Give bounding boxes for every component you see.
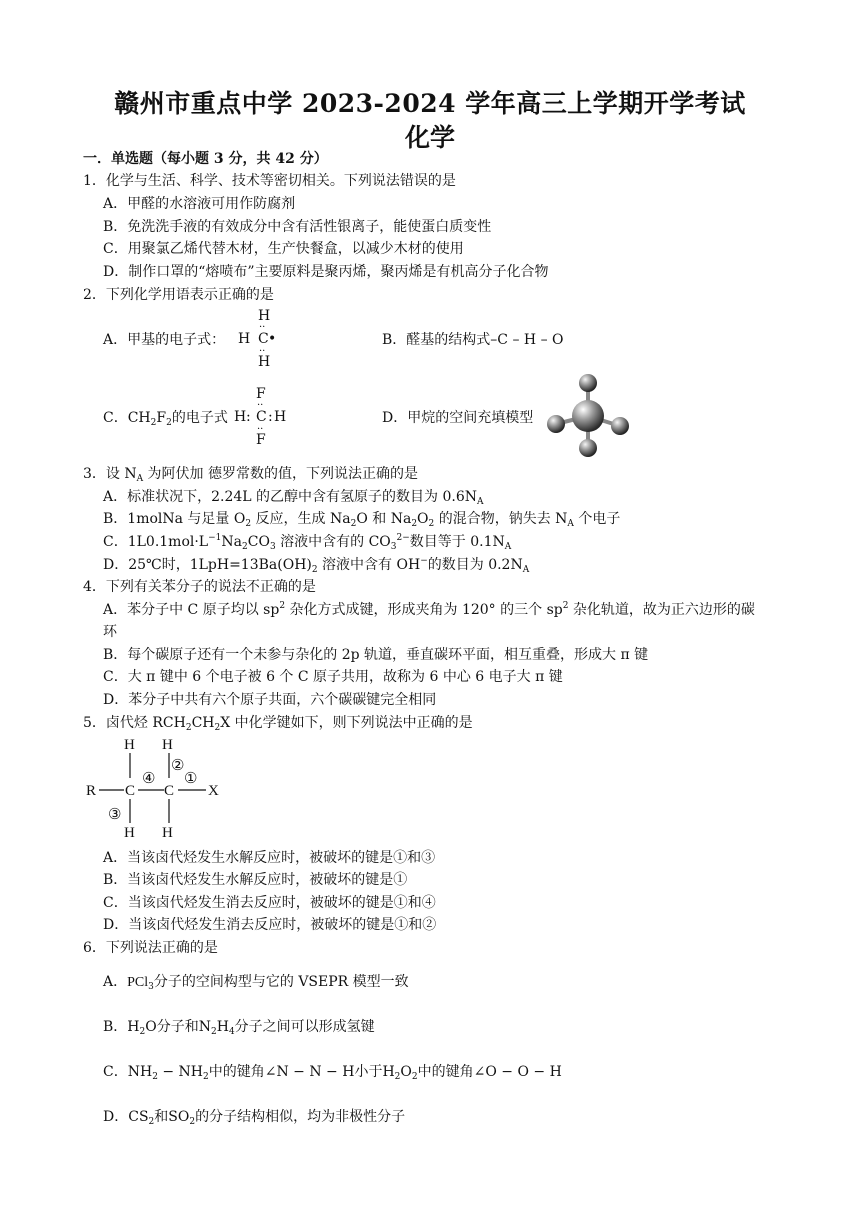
unpaired-electron: • (268, 331, 277, 347)
q5-option-b: B．当该卤代烃发生水解反应时，被破坏的键是① (103, 872, 408, 888)
subscript: 2 (350, 519, 357, 529)
atom-h-left: H (238, 331, 251, 347)
superscript: − (420, 556, 428, 566)
q3-option-d (103, 556, 529, 574)
atom-f-top: F (256, 386, 266, 402)
formula-so2: SO (168, 1109, 190, 1125)
q4-option-a-line1 (103, 601, 755, 619)
q6-d-text: 和 (154, 1109, 169, 1125)
electron-pair-top: ·· (257, 400, 264, 411)
q5-stem-text: CH (191, 715, 215, 731)
q3-b-text: B．1molNa 与足量 O (103, 511, 246, 527)
q4-a-text: 杂化方式成键，形成夹角为 120° 的三个 sp (285, 602, 563, 618)
subscript: 2 (411, 519, 418, 529)
q6-stem: 6．下列说法正确的是 (83, 940, 218, 956)
q4-option-d: D．苯分子中共有六个原子共面，六个碳碳键完全相同 (103, 692, 437, 708)
q3-c-text: 溶液中含有的 CO (275, 534, 391, 550)
atom-r: R (86, 783, 97, 799)
q6-b-text: 分子和 (156, 1019, 199, 1035)
superscript: 2− (396, 533, 410, 543)
q5-stem (83, 714, 473, 732)
atom-h: H (162, 825, 173, 841)
q5-option-d: D．当该卤代烃发生消去反应时，被破坏的键是①和② (103, 917, 437, 933)
q2-option-c-text: 的电子式 (171, 410, 228, 426)
electron-pair-right: : (268, 409, 273, 425)
subscript: 2 (139, 1027, 146, 1037)
formula-pcl3: PCl (127, 975, 149, 990)
q4-option-a-line2: 环 (103, 624, 117, 640)
ch2f2-electron-formula (232, 386, 292, 448)
atom-h-right: H (274, 409, 287, 425)
q6-option-d (103, 1108, 405, 1126)
q3-d-text: 的数目为 0.2N (427, 557, 523, 573)
option-letter: C． (103, 1064, 128, 1080)
subscript: 3 (148, 982, 154, 992)
superscript: 2 (279, 601, 286, 611)
option-letter: B． (103, 1019, 128, 1035)
atom-h-left: H (234, 409, 247, 425)
q3-c-text: C．1L0.1mol·L (103, 534, 209, 550)
q5-option-a: A．当该卤代烃发生水解反应时，被破坏的键是①和③ (103, 850, 436, 866)
q2-option-d-label: D．甲烷的空间充填模型 (382, 410, 534, 426)
atom-c: C (258, 331, 269, 347)
subscript: 2 (394, 1072, 401, 1082)
subscript: 2 (148, 1117, 155, 1127)
q3-c-text: Na (221, 534, 242, 550)
carbon-atom (572, 400, 604, 432)
q3-c-text: 数目等于 0.1N (409, 534, 505, 550)
formula-n2h4: N (198, 1019, 211, 1035)
electron-pair-top: ·· (259, 322, 266, 333)
q2-stem: 2．下列化学用语表示正确的是 (83, 287, 274, 303)
atom-h: H (124, 737, 135, 753)
atom-h: H (124, 825, 135, 841)
haloalkane-bond-diagram (80, 733, 240, 845)
superscript: −1 (208, 533, 222, 543)
electron-pair-bottom: ·· (259, 346, 266, 357)
q2-option-c-label: C．$CH_2F_2$的电子式 (103, 410, 228, 428)
q1-option-c: C．用聚氯乙烯代替木材，生产快餐盒，以减少木材的使用 (103, 241, 464, 257)
subscript: A (136, 474, 144, 484)
q5-stem-text: X 中化学键如下，则下列说法中正确的是 (220, 715, 473, 731)
atom-x: X (208, 783, 219, 799)
atom-c: C (256, 409, 267, 425)
q3-a-text: A．标准状况下，2.24L 的乙醇中含有氢原子的数目为 0.6N (103, 489, 477, 505)
subscript: 2 (214, 723, 221, 733)
subscript: 2 (411, 1072, 418, 1082)
q6-option-a (103, 973, 409, 992)
hydrogen-atom-top (579, 374, 597, 392)
superscript: 2 (562, 601, 569, 611)
subscript: 2 (311, 565, 318, 575)
subscript: 2 (189, 1117, 196, 1127)
q5-stem-text: 5．卤代烃 RCH (83, 715, 186, 731)
q4-option-c: C．大 π 键中 6 个电子被 6 个 C 原子共用，故称为 6 中心 6 电子大 π 键 (103, 669, 563, 685)
hydrogen-atom-left (547, 415, 565, 433)
q3-stem-post: 为阿伏加 德罗常数的值，下列说法正确的是 (143, 466, 419, 482)
bond-angle-ooh: ∠O − O − H (473, 1064, 562, 1080)
q6-option-c (103, 1063, 562, 1081)
atom-c1: C (125, 783, 136, 799)
atom-c2: C (164, 783, 175, 799)
q3-b-text: O 和 Na (356, 511, 412, 527)
subscript: 2 (242, 542, 248, 552)
bond-label-3: ③ (108, 807, 122, 823)
formula-hydrazine: NH (127, 1064, 153, 1080)
q6-option-b (103, 1018, 375, 1036)
q4-option-b: B．每个碳原子还有一个未参与杂化的 2p 轨道，垂直碳环平面，相互重叠，形成大 π 键 (103, 647, 649, 663)
formula-h2o: O (145, 1019, 157, 1035)
subscript: 3 (390, 542, 397, 552)
option-letter: A． (103, 974, 128, 990)
hydrogen-atom-bottom (579, 439, 597, 457)
q3-option-c (103, 533, 511, 551)
option-letter: D． (103, 1109, 129, 1125)
q3-b-text: O (417, 511, 429, 527)
q6-b-text: 分子之间可以形成氢键 (234, 1019, 375, 1035)
subscript: A (522, 565, 530, 575)
q3-stem (83, 465, 418, 483)
q3-d-text: 溶液中含有 OH (317, 557, 421, 573)
bond-angle-nnh: ∠N − N − H (264, 1064, 355, 1080)
atom-h-top: H (258, 308, 271, 324)
q6-c-text: 中的键角 (208, 1064, 265, 1080)
q4-a-text: A．苯分子中 C 原子均以 sp (103, 602, 280, 618)
q5-option-c: C．当该卤代烃发生消去反应时，被破坏的键是①和④ (103, 895, 436, 911)
formula-cs2: CS (128, 1109, 149, 1125)
subscript: 2 (245, 519, 252, 529)
q4-a-text: 杂化轨道，故为正六边形的碳 (568, 602, 755, 618)
subscript: A (567, 519, 574, 529)
formula-n2h4: H (216, 1019, 229, 1035)
q6-a-text: 分子的空间构型与它的 VSEPR 模型一致 (153, 974, 409, 990)
subscript: 2 (210, 1027, 217, 1037)
subscript: A (477, 497, 484, 507)
bond-label-1: ① (184, 771, 198, 787)
formula-h2o: H (127, 1019, 140, 1035)
q1-stem: 1．化学与生活、科学、技术等密切相关。下列说法错误的是 (83, 173, 456, 189)
subscript: 3 (269, 542, 276, 552)
atom-f-bottom: F (256, 432, 266, 448)
atom-h: H (162, 737, 173, 753)
subscript: A (504, 542, 512, 552)
electron-pair-left: : (246, 409, 251, 425)
q2-option-b (382, 331, 564, 349)
exam-subject: 化学 (404, 123, 455, 152)
hydrogen-atom-right (611, 417, 629, 435)
q1-option-b: B．免洗洗手液的有效成分中含有活性银离子，能使蛋白质变性 (103, 219, 492, 235)
q3-b-text: 的混合物，钠失去 N (434, 511, 568, 527)
q3-c-text: CO (247, 534, 270, 550)
methane-space-filling-model (538, 368, 638, 468)
exam-title: 赣州市重点中学 2023-2024 学年高三上学期开学考试 (114, 89, 746, 118)
subscript: 2 (185, 723, 192, 733)
electron-pair-bottom: ·· (257, 424, 264, 435)
atom-h-bottom: H (258, 354, 271, 370)
q3-b-text: 个电子 (573, 511, 621, 527)
subscript: 4 (228, 1027, 235, 1037)
methyl-electron-formula (236, 308, 276, 368)
subscript: 2 (152, 1072, 158, 1082)
q2-option-a-label: A．甲基的电子式： (103, 332, 226, 348)
q3-b-text: 反应，生成 Na (251, 511, 351, 527)
q3-stem-pre: 3．设 N (83, 466, 137, 482)
bond-label-4: ④ (142, 771, 156, 787)
q6-c-text: 小于 (354, 1064, 383, 1080)
subscript: 2 (203, 1072, 209, 1082)
formula-h2o2: H (382, 1064, 395, 1080)
aldehyde-group-formula: –C – H – O (490, 332, 564, 348)
bond-label-2: ② (171, 758, 185, 774)
q4-stem: 4．下列有关苯分子的说法不正确的是 (83, 579, 316, 595)
q1-option-d: D．制作口罩的“熔喷布”主要原料是聚丙烯，聚丙烯是有机高分子化合物 (103, 264, 549, 280)
q3-d-text: D．25℃时，1LpH=13Ba(OH) (103, 557, 312, 573)
q2-option-b-label: B．醛基的结构式 (382, 332, 491, 348)
q3-option-a (103, 488, 484, 506)
formula-h2o2: O (400, 1064, 412, 1080)
section-heading: 一．单选题（每小题 3 分，共 42 分） (83, 151, 328, 167)
formula-hydrazine: − NH (157, 1064, 204, 1080)
q6-c-text: 中的键角 (417, 1064, 474, 1080)
subscript: 2 (428, 519, 435, 529)
q3-option-b (103, 510, 620, 528)
q6-d-text: 的分子结构相似，均为非极性分子 (195, 1109, 406, 1125)
q1-option-a: A．甲醛的水溶液可用作防腐剂 (103, 196, 296, 212)
